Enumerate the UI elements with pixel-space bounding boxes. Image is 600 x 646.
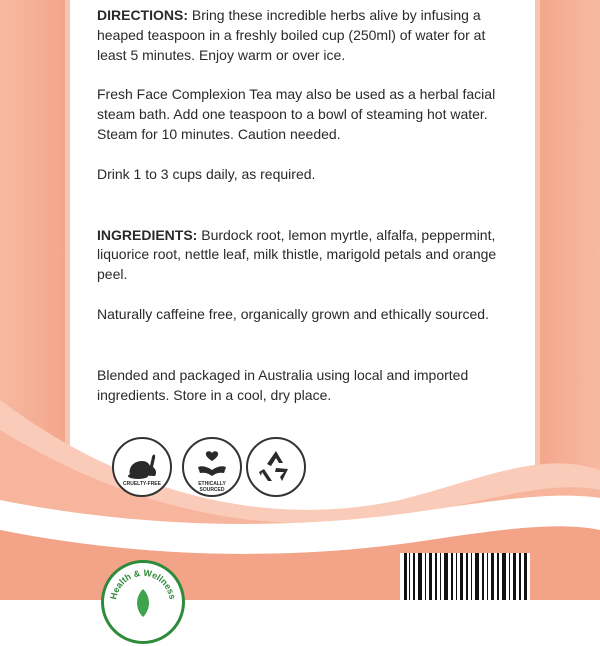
recycle-badge <box>246 437 306 497</box>
badge-label: ETHICALLY SOURCED <box>198 481 226 493</box>
ingredients-label: INGREDIENTS: <box>97 226 198 243</box>
origin-paragraph: Blended and packaged in Australia using local and imported ingredients. Store in a cool, dry place. <box>97 366 469 403</box>
ingredients-text: Burdock root, lemon myrtle, alfalfa, peppermint, liquorice root, nettle leaf, milk thistle, marigold petals and orange peel. <box>97 226 497 283</box>
sourcing-paragraph: Naturally caffeine free, organically grown and ethically sourced. <box>97 305 489 322</box>
directions-paragraph <box>97 6 507 65</box>
health-wellness-seal <box>101 560 185 644</box>
seal-label: Health & Wellness <box>108 567 178 601</box>
directions-label: DIRECTIONS: <box>97 7 188 23</box>
barcode <box>400 553 530 600</box>
ethically-sourced-badge <box>182 437 242 497</box>
dosage-paragraph: Drink 1 to 3 cups daily, as required. <box>97 165 316 182</box>
barcode-bars <box>400 553 530 600</box>
seal-graphic <box>104 563 182 641</box>
label-text <box>97 6 507 405</box>
badge-label: CRUELTY-FREE <box>123 481 161 487</box>
directions-text: Bring these incredible herbs alive by infusing a heaped teaspoon in a freshly boiled cup (250ml) of water for at least 5 minutes. Enjoy warm or over ice. <box>97 7 486 63</box>
ingredients-paragraph <box>97 226 507 285</box>
cruelty-free-badge <box>112 437 172 497</box>
recycle-icon <box>248 439 304 495</box>
leaf-icon <box>137 589 149 617</box>
steam-paragraph: Fresh Face Complexion Tea may also be used as a herbal facial steam bath. Add one teaspoon to a bowl of steaming hot water. Steam for 10 minutes. Caution needed. <box>97 86 496 142</box>
